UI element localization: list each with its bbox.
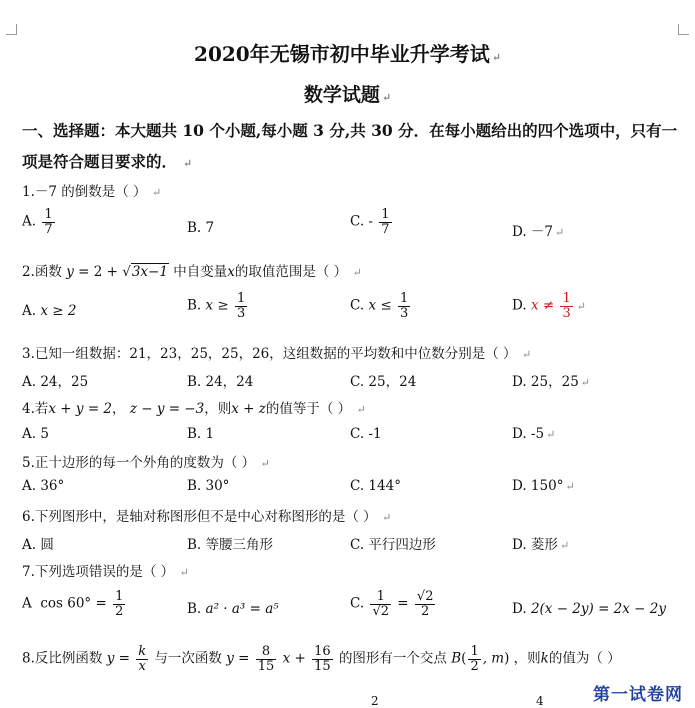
q4-option-b: B. 1: [187, 426, 215, 442]
question-6-stem: 6.下列图形中，是轴对称图形但不是中心对称图形的是（ ） ↵: [22, 509, 392, 525]
question-4-stem: 4.若x + y = 2， z − y = −3，则x + z的值等于（ ） ↵: [22, 401, 366, 417]
q6-option-b: B. 等腰三角形: [187, 537, 274, 553]
footer-page-number: 2: [371, 694, 379, 708]
page-corner-mark: [6, 24, 17, 35]
q2-option-a: A. x ≥ 2: [22, 303, 77, 319]
page-corner-mark: [678, 24, 689, 35]
footer-page-number: 4: [536, 694, 544, 708]
q3-option-a: A. 24，25: [22, 374, 89, 390]
q2-option-d: D. x ≠ $\frac{1}{3}$ ↵: [512, 291, 586, 321]
site-watermark-logo: 第一试卷网: [593, 685, 683, 705]
q1-option-c: C. - $\frac{1}{7}$: [350, 207, 390, 237]
q3-option-c: C. 25，24: [350, 374, 417, 390]
q1-option-a: A. $\frac{1}{7}$: [22, 207, 53, 237]
question-8-stem: 8.反比例函数 y = $\frac{k}{x}$ 与一次函数 y = $\frac{8}{15}$ x + $\frac{16}{15}$ 的图形有一个交点 B( $\frac{1}{2}$ , m) ，则k的值为（ ）: [22, 644, 621, 674]
q7-option-c: C. $\frac{1}{√2}$ = $\frac{√2}{2}$: [350, 589, 434, 619]
q2-option-c: C. x ≤ $\frac{1}{3}$: [350, 291, 409, 321]
section-heading: 一、选择题：本大题共 10 个小题,每小题 3 分,共 30 分．在每小题给出的四个选项中，只有一: [22, 121, 678, 140]
q5-option-c: C. 144°: [350, 478, 401, 494]
q5-option-b: B. 30°: [187, 478, 230, 494]
q7-option-a: A cos 60° = $\frac{1}{2}$: [22, 589, 124, 619]
q4-option-d: D. -5 ↵: [512, 426, 556, 442]
question-1-stem: 1.－7 的倒数是（ ） ↵: [22, 184, 162, 200]
q5-option-d: D. 150° ↵: [512, 478, 575, 494]
q6-option-d: D. 菱形 ↵: [512, 537, 570, 553]
question-2-stem: 2.函数 y = 2 + √3x−1 中自变量x的取值范围是（ ） ↵: [22, 264, 362, 280]
section-heading-cont: 项是符合题目要求的． ↵: [22, 152, 193, 171]
q1-option-b: B. 7: [187, 220, 215, 236]
q3-option-d: D. 25，25 ↵: [512, 374, 591, 390]
q5-option-a: A. 36°: [22, 478, 65, 494]
q4-option-c: C. -1: [350, 426, 382, 442]
q4-option-a: A. 5: [22, 426, 49, 442]
q1-option-d: D. －7 ↵: [512, 224, 565, 240]
q7-option-d: D. 2(x − 2y) = 2x − 2y: [512, 601, 666, 617]
question-3-stem: 3.已知一组数据：21，23，25，25，26，这组数据的平均数和中位数分别是（ ） ↵: [22, 346, 532, 362]
question-5-stem: 5.正十边形的每一个外角的度数为（ ） ↵: [22, 455, 270, 471]
exam-subtitle: 数学试题 ↵: [303, 84, 392, 106]
question-7-stem: 7.下列选项错误的是（ ） ↵: [22, 564, 189, 580]
exam-title: 2020年无锡市初中毕业升学考试 ↵: [194, 42, 501, 66]
q2-option-b: B. x ≥ $\frac{1}{3}$: [187, 291, 246, 321]
q3-option-b: B. 24，24: [187, 374, 254, 390]
q6-option-a: A. 圆: [22, 537, 54, 553]
q6-option-c: C. 平行四边形: [350, 537, 436, 553]
q7-option-b: B. a² · a³ = a⁵: [187, 601, 279, 617]
